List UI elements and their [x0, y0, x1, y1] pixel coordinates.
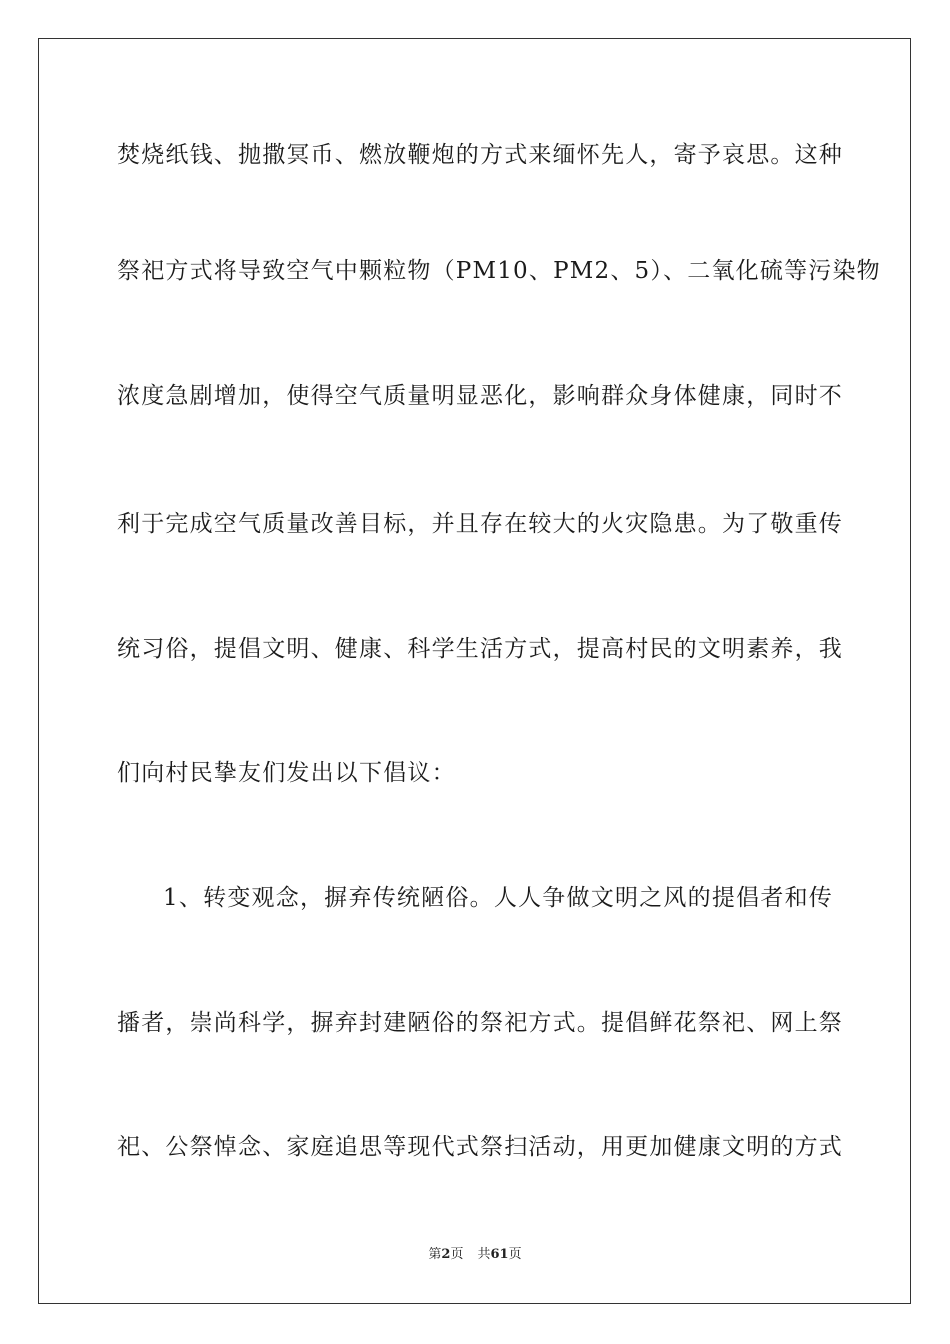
paragraph-line-2: 祭祀方式将导致空气中颗粒物（PM10、PM2、5）、二氧化硫等污染物	[117, 258, 881, 284]
paragraph-line-5: 统习俗，提倡文明、健康、科学生活方式，提高村民的文明素养，我	[117, 636, 843, 662]
paragraph-line-4: 利于完成空气质量改善目标，并且存在较大的火灾隐患。为了敬重传	[117, 511, 843, 537]
paragraph-line-8: 播者，崇尚科学，摒弃封建陋俗的祭祀方式。提倡鲜花祭祀、网上祭	[117, 1010, 843, 1036]
paragraph-line-6: 们向村民挚友们发出以下倡议：	[117, 760, 456, 786]
paragraph-line-7: 1、转变观念，摒弃传统陋俗。人人争做文明之风的提倡者和传	[163, 885, 833, 911]
paragraph-line-9: 祀、公祭悼念、家庭追思等现代式祭扫活动，用更加健康文明的方式	[117, 1134, 843, 1160]
paragraph-line-3: 浓度急剧增加，使得空气质量明显恶化，影响群众身体健康，同时不	[117, 383, 843, 409]
paragraph-line-1: 焚烧纸钱、抛撒冥币、燃放鞭炮的方式来缅怀先人，寄予哀思。这种	[117, 142, 843, 168]
page-border	[38, 38, 911, 1304]
total-suffix: 页	[508, 1247, 522, 1262]
total-prefix: 共	[477, 1247, 491, 1262]
page-prefix: 第	[428, 1247, 442, 1262]
page-suffix: 页	[450, 1247, 464, 1262]
page-number: 2	[441, 1247, 451, 1262]
page-footer	[0, 1246, 950, 1264]
total-pages: 61	[490, 1247, 509, 1262]
